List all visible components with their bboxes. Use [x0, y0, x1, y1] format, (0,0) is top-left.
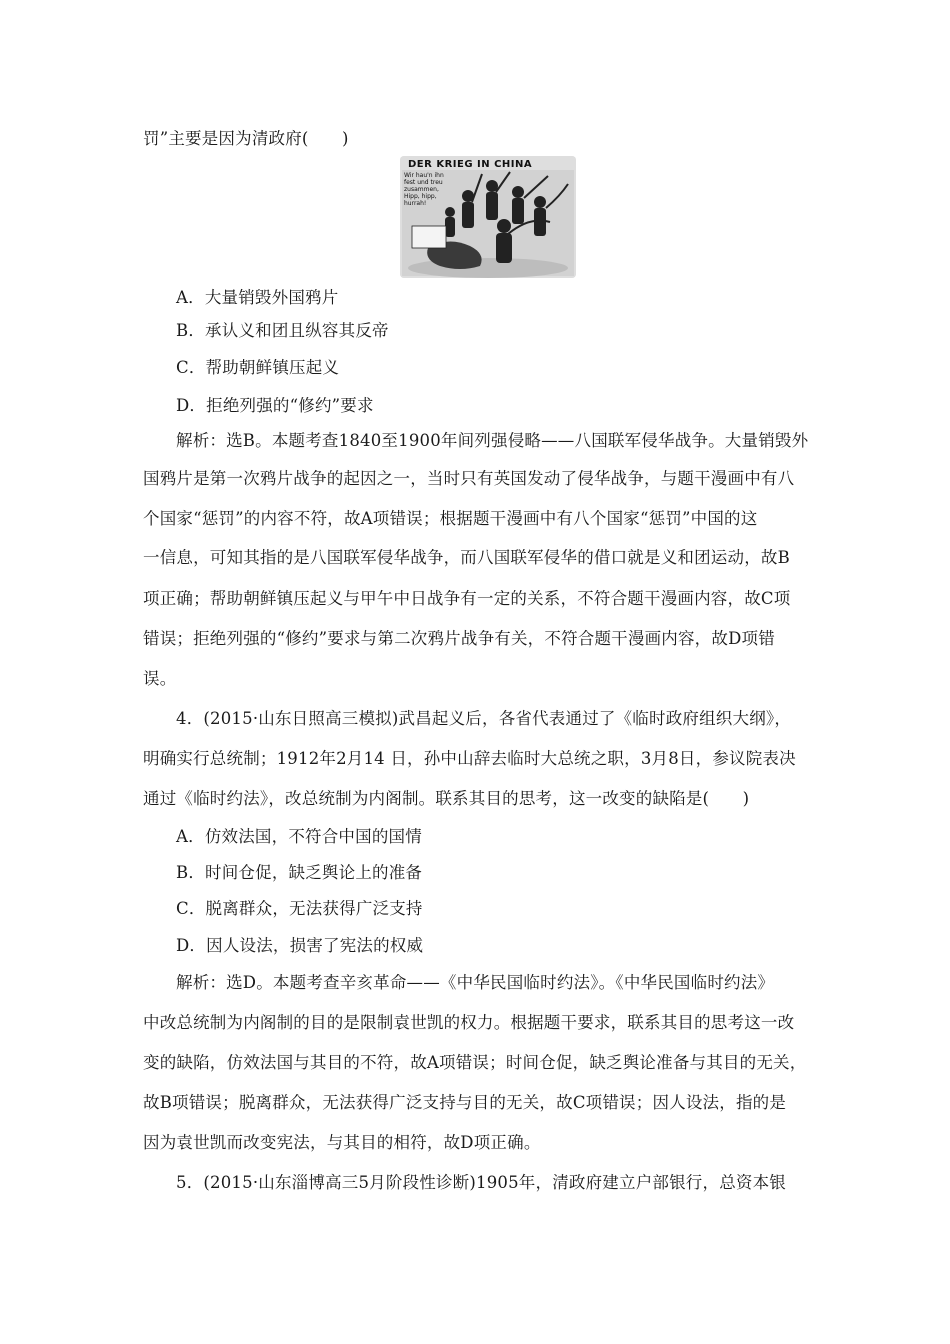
q4-stem-line-2: 明确实行总统制；1912年2月14 日，孙中山辞去临时大总统之职，3月8日，参议院表决: [143, 749, 796, 768]
cartoon-image: [400, 156, 576, 278]
q3-analysis-line-1: 解析：选B。本题考查1840至1900年间列强侵略——八国联军侵华战争。大量销毁外: [176, 431, 809, 450]
q3-analysis-line-3: 个国家“惩罚”的内容不符，故A项错误；根据题干漫画中有八个国家“惩罚”中国的这: [143, 509, 758, 528]
q3-option-a: A．大量销毁外国鸦片: [176, 288, 339, 307]
q4-analysis-line-2: 中改总统制为内阁制的目的是限制袁世凯的权力。根据题干要求，联系其目的思考这一改: [143, 1013, 795, 1032]
q4-analysis-line-1: 解析：选D。本题考查辛亥革命——《中华民国临时约法》。《中华民国临时约法》: [176, 973, 775, 992]
q4-analysis-line-3: 变的缺陷，仿效法国与其目的不符，故A项错误；时间仓促，缺乏舆论准备与其目的无关，: [143, 1053, 807, 1072]
q3-stem-tail: 罚”主要是因为清政府( ): [143, 129, 349, 148]
q3-option-d: D．拒绝列强的“修约”要求: [176, 396, 374, 415]
q4-option-d: D．因人设法，损害了宪法的权威: [176, 936, 424, 955]
q4-option-b: B．时间仓促，缺乏舆论上的准备: [176, 863, 423, 882]
q3-analysis-line-7: 误。: [143, 669, 177, 688]
q3-analysis-line-6: 错误；拒绝列强的“修约”要求与第二次鸦片战争有关，不符合题干漫画内容，故D项错: [143, 629, 775, 648]
q4-analysis-line-5: 因为袁世凯而改变宪法，与其目的相符，故D项正确。: [143, 1133, 541, 1152]
q3-analysis-line-5: 项正确；帮助朝鲜镇压起义与甲午中日战争有一定的关系，不符合题干漫画内容，故C项: [143, 589, 791, 608]
q4-stem-line-3: 通过《临时约法》，改总统制为内阁制。联系其目的思考，这一改变的缺陷是( ): [143, 789, 750, 808]
q3-analysis-line-2: 国鸦片是第一次鸦片战争的起因之一，当时只有英国发动了侵华战争，与题干漫画中有八: [143, 469, 795, 488]
q3-option-b: B．承认义和团且纵容其反帝: [176, 321, 389, 340]
q4-analysis-line-4: 故B项错误；脱离群众，无法获得广泛支持与目的无关，故C项错误；因人设法，指的是: [143, 1093, 787, 1112]
q4-option-a: A．仿效法国，不符合中国的国情: [176, 827, 422, 846]
cartoon-speech-bubble: Wir hau'n ihn fest und treu zusammen, Hipp, hipp, hurrah!: [404, 172, 444, 207]
q5-stem-line-1: 5．(2015·山东淄博高三5月阶段性诊断)1905年，清政府建立户部银行，总资本银: [176, 1173, 786, 1192]
q3-option-c: C．帮助朝鲜镇压起义: [176, 358, 340, 377]
q3-analysis-line-4: 一信息，可知其指的是八国联军侵华战争，而八国联军侵华的借口就是义和团运动，故B: [143, 548, 790, 567]
q4-stem-line-1: 4．(2015·山东日照高三模拟)武昌起义后，各省代表通过了《临时政府组织大纲》，: [176, 709, 792, 728]
cartoon-caption: DER KRIEG IN CHINA: [408, 159, 533, 170]
q4-option-c: C．脱离群众，无法获得广泛支持: [176, 899, 423, 918]
